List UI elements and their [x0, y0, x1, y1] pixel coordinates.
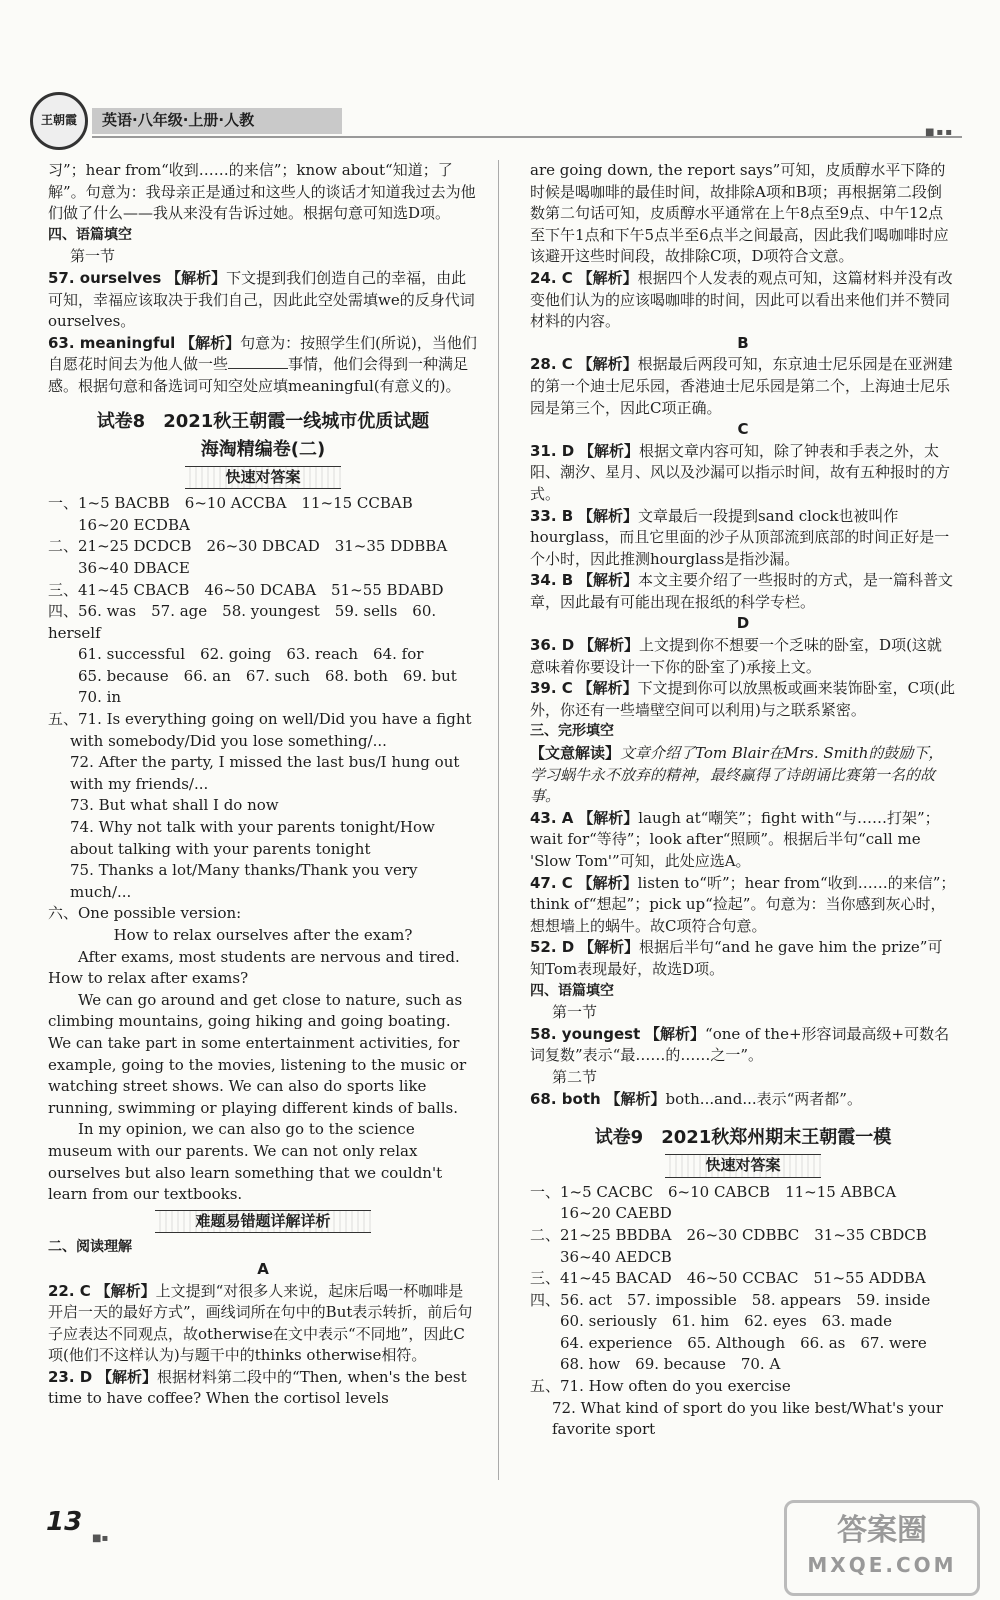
intro-paragraph: 习”；hear from“收到……的来信”；know about“知道；了解”。句意为：我母亲正是通过和这些人的谈话才知道我过去为他们做了什么——我从来没有告诉过她。根据句意可知选D项。	[48, 161, 476, 223]
answer-number: 24. C	[530, 268, 573, 287]
quick-answer-badge: 快速对答案	[185, 466, 340, 490]
essay-paragraph: After exams, most students are nervous and tired. How to relax after exams?	[48, 947, 460, 988]
answer-text: 下文提到我们创造自己的幸福，由此可知，幸福应该取决于我们自己，因此此空处需填we的反身代词ourselves。	[48, 268, 475, 331]
brand-seal-logo	[30, 92, 88, 150]
passage-label: C	[737, 420, 749, 439]
answer-number: 23. D	[48, 1367, 93, 1386]
writing-answer: 72. After the party, I missed the last bus/I hung out with my friends/...	[70, 753, 460, 793]
answer-text: 根据最后两段可知，东京迪士尼乐园是在亚洲建的第一个迪士尼乐园，香港迪士尼乐园是第二个，上海迪士尼乐园是第三个，因此C项正确。	[530, 355, 953, 417]
answer-text: 根据材料第二段中的“Then, when's the best time to have coffee? When the cortisol levels	[48, 1367, 467, 1408]
answer-52	[530, 937, 956, 980]
section-title: 四、语篇填空	[530, 982, 614, 999]
answer-number: 47. C	[530, 873, 573, 892]
answer-text: 下文提到你可以放黑板或画来装饰卧室，C项(此外，你还有一些墙壁空间可以利用)与之联系紧密。	[530, 679, 955, 719]
answer-text: 上文提到“对很多人来说，起床后喝一杯咖啡是开启一天的最好方式”，画线词所在句中的But表示转折，前后句子应表达不同观点，故otherwise在文中表示“不同地”，因此C项(他们不这样认为)与题干中的thinks otherwise相符。	[48, 1281, 473, 1365]
answer-line: 60. seriously 61. him 62. eyes 63. made	[530, 1312, 892, 1331]
answer-line: 61. successful 62. going 63. reach 64. for	[48, 645, 424, 664]
analysis-tag: 【解析】	[577, 679, 638, 698]
part-label: 第一节	[70, 247, 116, 266]
analysis-tag: 【解析】	[579, 441, 640, 460]
section-title: 四、语篇填空	[48, 226, 132, 243]
paper-8-title	[48, 408, 478, 464]
answer-31	[530, 441, 956, 506]
analysis-tag: 【解析】	[578, 571, 639, 590]
answer-line: 三、41~45 BACAD 46~50 CCBAC 51~55 ADDBA	[530, 1269, 926, 1288]
watermark-url: MXQE.COM	[807, 1553, 957, 1577]
answer-39	[530, 678, 956, 721]
header-dots: ■▪▪	[924, 127, 954, 138]
part-label: 第一节	[552, 1003, 598, 1022]
answer-47	[530, 873, 956, 938]
answer-line: 70. in	[48, 688, 122, 707]
answer-text: listen to“听”；hear from“收到……的来信”；think of“想起”；pick up“捡起”。句意为：当你感到灰心时，想想墙上的蜗牛。故C项符合句意。	[530, 873, 956, 935]
answer-68	[530, 1089, 956, 1111]
quick-answer-badge: 快速对答案	[665, 1154, 820, 1178]
left-column	[48, 160, 478, 1410]
answer-text: 文章最后一段提到sand clock也被叫作hourglass，而且它里面的沙子从顶部流到底部的时间正好是一个小时，因此推测hourglass是指沙漏。	[530, 506, 950, 568]
column-divider	[498, 160, 499, 1480]
answer-24	[530, 268, 956, 333]
answer-33	[530, 506, 956, 571]
page-header	[22, 92, 972, 142]
answer-text: 根据后半句“and he gave him the prize”可知Tom表现最好，故选D项。	[530, 938, 943, 978]
passage-label: B	[737, 333, 749, 352]
analysis-tag: 【解析】	[578, 506, 639, 525]
answer-23	[48, 1367, 478, 1410]
answer-line: 四、56. was 57. age 58. youngest 59. sells 60. herself	[48, 602, 437, 642]
analysis-tag: 【解析】	[577, 355, 638, 374]
answer-text: 根据四个人发表的观点可知，这篇材料并没有改变他们认为的应该喝咖啡的时间，因此可以看出来他们并不赞同材料的内容。	[530, 268, 953, 331]
detailed-analysis-badge: 难题易错题详解详析	[155, 1210, 370, 1234]
answer-number: 58. youngest	[530, 1024, 641, 1043]
answer-34	[530, 570, 956, 613]
gist-text: 文章介绍了Tom Blair在Mrs. Smith的鼓励下，学习蜗牛永不放弃的精神，最终赢得了诗朗诵比赛第一名的故事。	[530, 744, 944, 806]
answer-text: 根据文章内容可知，除了钟表和手表之外，太阳、潮汐、星月、风以及沙漏可以指示时间，故有五种报时的方式。	[530, 441, 951, 503]
answer-line: 68. how 69. because 70. A	[530, 1355, 781, 1374]
analysis-tag: 【解析】	[97, 1367, 158, 1386]
answer-text: 句意为：按照学生们(所说)，当他们自愿花时间去为他人做一些	[48, 333, 477, 374]
header-rule	[92, 136, 962, 138]
paper-title-line: 试卷8 2021秋王朝霞一线城市优质试题	[96, 410, 430, 432]
paper-title-line: 海淘精编卷(二)	[200, 438, 326, 460]
answer-57	[48, 268, 478, 333]
writing-answer: 72. What kind of sport do you like best/What's your favorite sport	[552, 1398, 943, 1439]
answer-28	[530, 354, 956, 419]
continued-paragraph: are going down, the report says”可知，皮质醇水平下降的时候是喝咖啡的最佳时间，故排除A项和B项；再根据第二段倒数第二句话可知，皮质醇水平通常在上午8点至9点、中午12点至下午1点和下午5点半至6点半之间最高，因此我们喝咖啡时应该避开这些时间段，故排除C项，D项符合文意。	[530, 161, 949, 266]
analysis-tag: 【解析】	[166, 268, 227, 287]
answer-43	[530, 808, 956, 873]
answer-line: 16~20 CAEBD	[530, 1204, 672, 1223]
answer-number: 22. C	[48, 1281, 91, 1300]
answer-number: 36. D	[530, 636, 575, 655]
right-column	[530, 160, 956, 1441]
watermark-logo	[784, 1500, 980, 1596]
footer-dots: ■▪	[92, 1533, 109, 1544]
answer-number: 33. B	[530, 506, 574, 525]
answer-63	[48, 333, 478, 398]
answer-number: 39. C	[530, 679, 573, 698]
section-title: 二、阅读理解	[48, 1239, 132, 1256]
answer-number: 68. both	[530, 1089, 601, 1108]
analysis-tag: 【解析】	[605, 1089, 666, 1108]
analysis-tag: 【解析】	[578, 808, 639, 827]
analysis-tag: 【解析】	[577, 268, 638, 287]
essay-title: How to relax ourselves after the exam?	[113, 926, 413, 944]
essay-paragraph: In my opinion, we can also go to the science museum with our parents. We can not only relax ourselves but also learn something that we couldn't learn from our textbooks.	[48, 1120, 443, 1204]
answer-text: 本文主要介绍了一些报时的方式，是一篇科普文章，因此最有可能出现在报纸的科学专栏。	[530, 571, 954, 611]
answer-line: 64. experience 65. Although 66. as 67. were	[530, 1333, 927, 1352]
answer-number: 34. B	[530, 571, 574, 590]
answer-line: 四、56. act 57. impossible 58. appears 59. inside	[530, 1290, 931, 1309]
analysis-tag: 【解析】	[180, 333, 241, 352]
analysis-tag: 【解析】	[577, 873, 638, 892]
answer-text: 事情，他们会得到一种满足感。根据句意和备选词可知空处应填meaningful(有意义的)。	[48, 355, 469, 395]
page-number: 13	[46, 1507, 83, 1537]
answer-36	[530, 635, 956, 678]
writing-answer: 五、71. How often do you exercise	[530, 1377, 791, 1396]
part-label: 第二节	[552, 1067, 598, 1086]
essay-label: 六、One possible version:	[48, 904, 242, 923]
answer-line: 65. because 66. an 67. such 68. both 69. but	[48, 666, 457, 685]
essay-paragraph: We can go around and get close to nature, such as climbing mountains, going hiking and going boating. We can take part in some entertainment activities, for example, going to the movies, listening to the music or watching street shows. We can also do sports like running, swimming or playing different kinds of balls.	[48, 990, 467, 1117]
writing-answer: 五、71. Is everything going on well/Did you have a fight with somebody/Did you lose something/...	[48, 710, 472, 750]
passage-label: A	[257, 1259, 269, 1278]
gist-tag: 【文意解读】	[530, 744, 621, 763]
analysis-tag: 【解析】	[579, 636, 640, 655]
analysis-tag: 【解析】	[95, 1281, 156, 1300]
writing-answer: 74. Why not talk with your parents tonight/How about talking with your parents tonight	[70, 818, 435, 858]
answer-line: 一、1~5 BACBB 6~10 ACCBA 11~15 CCBAB	[48, 494, 413, 513]
answer-number: 63. meaningful	[48, 333, 176, 352]
writing-answer: 73. But what shall I do now	[70, 796, 279, 815]
answer-line: 二、21~25 DCDCB 26~30 DBCAD 31~35 DDBBA	[48, 537, 448, 556]
answer-line: 16~20 ECDBA	[48, 515, 190, 534]
seal-text: 王朝霞	[40, 113, 77, 128]
answer-22	[48, 1281, 478, 1367]
answer-number: 52. D	[530, 938, 575, 957]
answer-line: 三、41~45 CBACB 46~50 DCABA 51~55 BDABD	[48, 580, 444, 599]
writing-answer: 75. Thanks a lot/Many thanks/Thank you very much/...	[70, 861, 418, 901]
analysis-tag: 【解析】	[579, 938, 640, 957]
answer-text: 上文提到你不想要一个乏味的卧室，D项(这就意味着你要设计一下你的卧室了)承接上文。	[530, 636, 942, 676]
answer-line: 36~40 AEDCB	[530, 1247, 672, 1266]
header-subject: 英语·八年级·上册·人教	[92, 108, 342, 134]
section-title: 三、完形填空	[530, 723, 614, 740]
answer-line: 二、21~25 BBDBA 26~30 CDBBC 31~35 CBDCB	[530, 1225, 927, 1244]
analysis-tag: 【解析】	[645, 1024, 706, 1043]
answer-text: laugh at“嘲笑”；fight with“与……打架”；wait for“等待”；look after“照顾”。根据后半句“call me 'Slow Tom'”可知，此处应选A。	[530, 808, 940, 870]
answer-58	[530, 1024, 956, 1067]
passage-label: D	[736, 614, 750, 633]
answer-number: 43. A	[530, 808, 574, 827]
answer-line: 36~40 DBACE	[48, 558, 190, 577]
answer-text: “one of the+形容词最高级+可数名词复数”表示“最……的……之一”。	[530, 1024, 950, 1065]
answer-number: 28. C	[530, 355, 573, 374]
answer-number: 57. ourselves	[48, 268, 162, 287]
fill-blank	[228, 368, 288, 369]
watermark-text: 答案圈	[836, 1513, 927, 1548]
answer-line: 一、1~5 CACBC 6~10 CABCB 11~15 ABBCA	[530, 1182, 897, 1201]
gist-paragraph	[530, 743, 956, 808]
answer-text: both...and...表示“两者都”。	[665, 1089, 862, 1108]
answer-number: 31. D	[530, 441, 575, 460]
paper-9-title: 试卷9 2021秋郑州期末王朝霞一模	[594, 1127, 892, 1149]
